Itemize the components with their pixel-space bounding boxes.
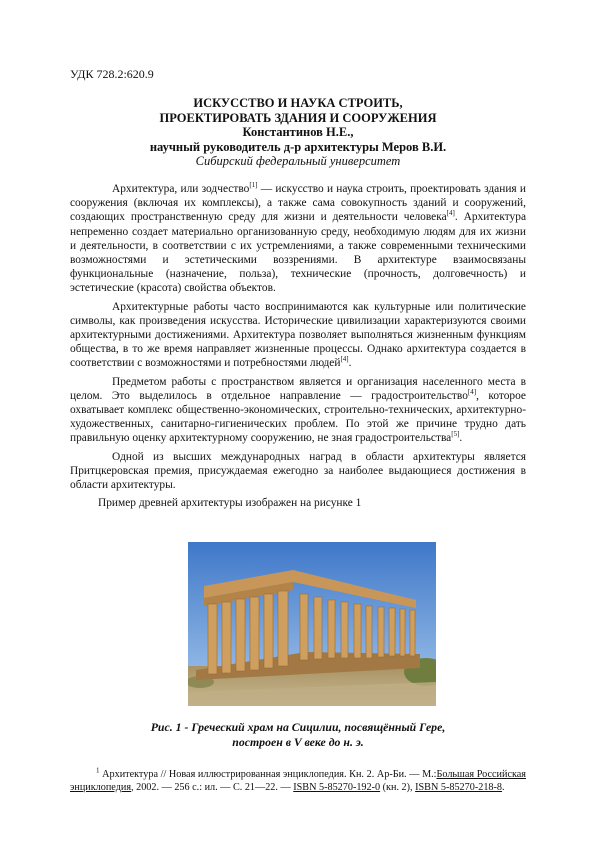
footnote-link-isbn-2[interactable]: ISBN 5-85270-218-8 [415,782,502,793]
paragraph-2 [70,300,526,371]
footnote-text-d: . [502,782,505,793]
column [328,600,335,658]
column [341,602,348,658]
citation-ref[interactable]: [4] [446,209,455,218]
footnote-text-c: (кн. 2), [380,782,416,793]
paragraph-3-text-c: . [459,432,463,445]
paragraph-1-text-c: . Архитектура непременно создает материально организованную среду, необходимую людям для их жизни и деятельности, в соответствии с их устремлениями, а также современными техническими возможностями и эстетическими воззрениями. В архитектуре взаимосвязаны функциональные (назначение, польза), технические (прочность, долговечность) и эстетические (красота) свойства объектов. [70,211,526,295]
footnote [70,768,526,794]
citation-ref[interactable]: [5] [451,430,460,439]
paragraph-5: Пример древней архитектуры изображен на рисунке 1 [98,497,362,510]
column [354,604,361,658]
paragraph-4: Одной из высших международных наград в области архитектуры является Притцкеровская премия, присуждаемая ежегодно за наиболее выдающиеся достижения в области архитектуры. [70,450,526,492]
footnote-link-publisher[interactable]: Большая Российская энциклопедия [70,769,526,793]
column [264,594,273,668]
udc-code: УДК 728.2:620.9 [70,67,154,81]
column [314,597,322,659]
paragraph-1-text-a: Архитектура, или зодчество [112,183,250,195]
supervisor-line: научный руководитель д-р архитектуры Меров В.И. [149,139,447,154]
temple-illustration [188,542,436,706]
column [366,606,372,658]
column [222,602,231,673]
paragraph-3-text-a: Предметом работы с пространством является и организация населенного места в целом. Это выделилось в отдельное направление — градостроительство [70,375,526,402]
footnote-text-b: , 2002. — 256 с.: ил. — С. 21—22. — [131,782,294,793]
footnote-mark: 1 [96,766,100,775]
title-block [70,96,526,169]
article-body [70,182,526,514]
caption-line-1: Рис. 1 - Греческий храм на Сицилии, посвящённый Гере, [150,720,446,734]
title-line-1: ИСКУССТВО И НАУКА СТРОИТЬ, [193,96,403,110]
paragraph-2-text-b: . [348,357,352,370]
paragraph-3 [70,375,526,446]
affiliation-line: Сибирский федеральный университет [195,154,401,168]
paragraph-1-text-b: — искусство и наука строить, проектировать здания и сооружения (включая их комплексы), а также сама совокупность зданий и сооружений, создающих пространственную среду для жизни и деятельности человека [70,183,526,224]
paragraph-2-text-a: Архитектурные работы часто воспринимаются как культурные или политические символы, как произведения искусства. Исторические цивилизации характеризуются своими архитектурными достижениями. Архитектура позволяет выполняться жизненным функциям общества, в то же время направляет жизненные процессы. Однако архитектура создается в соответствии с возможностями и потребностями людей [70,300,526,370]
column [278,591,288,666]
column [250,597,259,670]
title-line-2: ПРОЕКТИРОВАТЬ ЗДАНИЯ И СООРУЖЕНИЯ [159,110,437,125]
column [378,607,384,657]
figure-caption [70,720,526,750]
column [389,608,395,656]
citation-ref[interactable]: [1] [249,181,258,190]
column [410,610,415,656]
citation-ref[interactable]: [4] [467,388,477,397]
citation-ref[interactable]: [4] [340,355,349,364]
column [208,604,217,674]
caption-line-2: построен в V веке до н. э. [232,735,364,749]
column [236,599,245,671]
temple-photo [188,542,436,706]
paragraph-3-text-b: , которое охватывает комплекс общественно-экономических, строительно-технических, архитектурно-художественных, санитарно-гигиенических проблем. По этой же причине трудно дать правильную оценку архитектурному сооружению, не зная градостроительства [70,389,526,445]
author-line: Константинов Н.Е., [242,125,354,139]
column [400,609,405,656]
footnote-text-a: Архитектура // Новая иллюстрированная энциклопедия. Кн. 2. Ар-Би. — М.: [99,769,437,780]
column [300,594,308,660]
paragraph-1 [70,182,526,296]
footnote-link-isbn-1[interactable]: ISBN 5-85270-192-0 [293,782,381,793]
